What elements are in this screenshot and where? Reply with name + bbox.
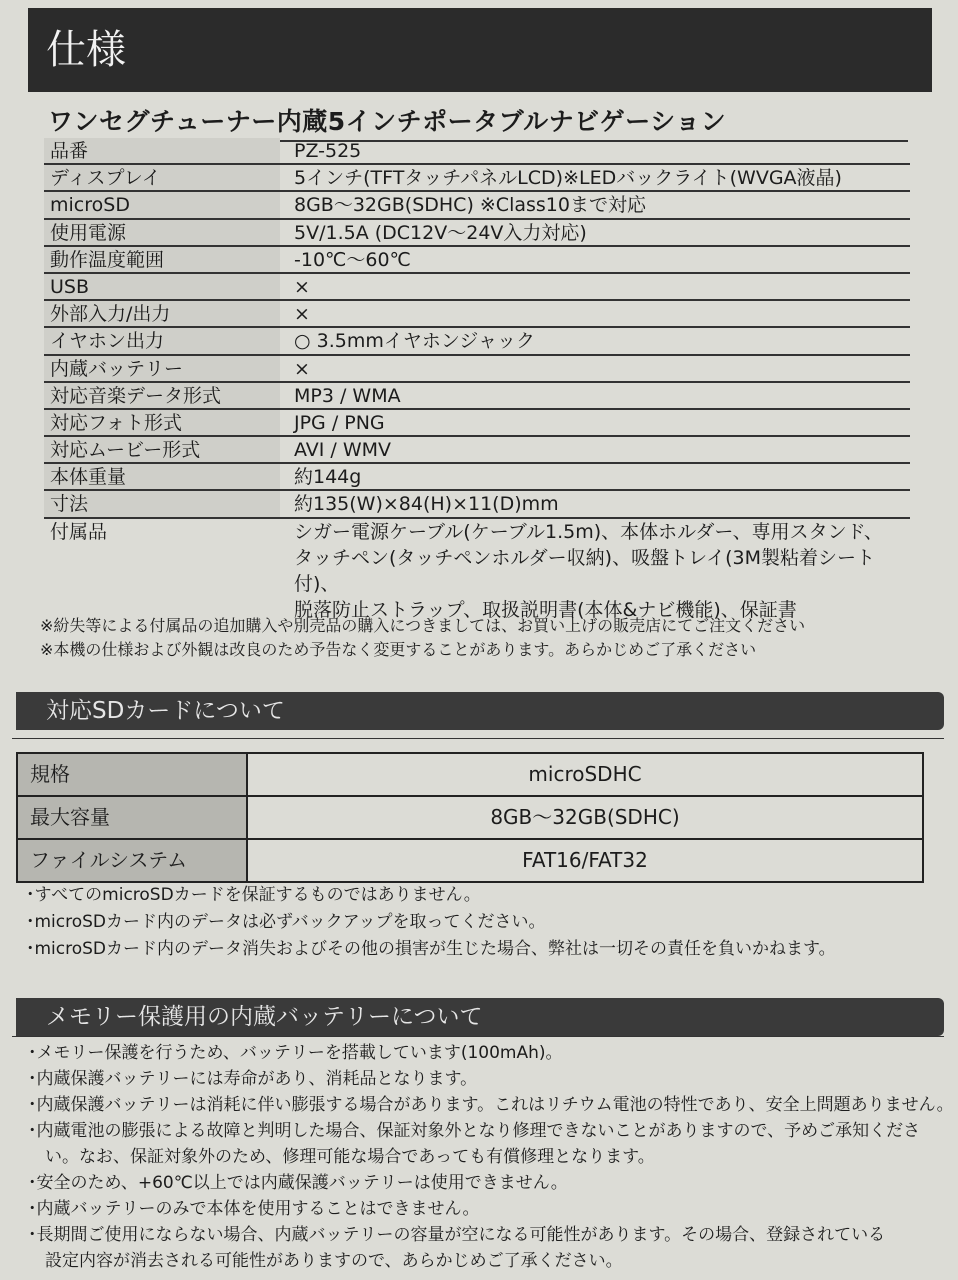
spec-label: USB	[44, 274, 280, 299]
spec-value: ×	[294, 357, 310, 380]
accessory-line: 脱落防止ストラップ、取扱説明書(本体&ナビ機能)、保証書	[294, 598, 797, 621]
note-line: ･メモリー保護を行うため、バッテリーを搭載しています(100mAh)。	[28, 1043, 563, 1063]
spec-label: イヤホン出力	[44, 328, 280, 353]
note-line: ･安全のため、+60℃以上では内蔵保護バッテリーは使用できません。	[28, 1173, 568, 1193]
spec-value: AVI / WMV	[294, 439, 392, 462]
spec-value-accessories	[280, 519, 910, 623]
sd-label: 規格	[18, 754, 248, 795]
spec-label: microSD	[44, 192, 280, 217]
note-line: い。なお、保証対象外のため、修理可能な場合であっても有償修理となります。	[28, 1147, 655, 1167]
note-line: ･内蔵保護バッテリーは消耗に伴い膨張する場合があります。これはリチウム電池の特性であり、安全上問題ありません。	[28, 1095, 954, 1115]
spec-label: 使用電源	[44, 220, 280, 245]
spec-value: MP3 / WMA	[294, 384, 401, 407]
spec-value: 約135(W)×84(H)×11(D)mm	[294, 493, 559, 516]
spec-label: 内蔵バッテリー	[44, 356, 280, 381]
spec-label: 品番	[44, 138, 280, 163]
spec-row	[44, 138, 910, 165]
sd-row	[18, 754, 922, 797]
divider	[12, 738, 944, 739]
section-heading-sd: 対応SDカードについて	[16, 692, 944, 730]
spec-label: 対応音楽データ形式	[44, 383, 280, 408]
divider	[12, 1036, 944, 1037]
spec-row	[44, 192, 910, 219]
spec-value: PZ-525	[294, 140, 362, 162]
spec-label: 対応ムービー形式	[44, 437, 280, 462]
note-line: ※本機の仕様および外観は改良のため予告なく変更することがあります。あらかじめご了承ください	[40, 640, 757, 659]
accessory-line: タッチペン(タッチペンホルダー収納)、吸盤トレイ(3M製粘着シート付)、	[294, 546, 876, 595]
sd-row	[18, 840, 922, 881]
spec-row	[44, 274, 910, 301]
page-title: 仕様	[28, 8, 932, 92]
note-line: ･内蔵保護バッテリーには寿命があり、消耗品となります。	[28, 1069, 478, 1089]
spec-row	[44, 437, 910, 464]
product-title: ワンセグチューナー内蔵5インチポータブルナビゲーション	[48, 102, 908, 142]
note-line: ･microSDカード内のデータ消失およびその他の損害が生じた場合、弊社は一切その責任を負いかねます。	[26, 939, 836, 959]
battery-notes	[28, 1040, 954, 1274]
accessory-line: シガー電源ケーブル(ケーブル1.5m)、本体ホルダー、専用スタンド、	[294, 520, 883, 543]
note-line: ･すべてのmicroSDカードを保証するものではありません。	[26, 885, 481, 905]
spec-row	[44, 491, 910, 518]
spec-notes	[40, 614, 805, 662]
spec-label: 本体重量	[44, 464, 280, 489]
sd-notes	[26, 882, 836, 963]
spec-row	[44, 410, 910, 437]
spec-row	[44, 383, 910, 410]
spec-row	[44, 165, 910, 192]
spec-row-accessories	[44, 519, 910, 623]
spec-value: 約144g	[294, 466, 362, 489]
spec-row	[44, 247, 910, 274]
note-line: ･内蔵電池の膨張による故障と判明した場合、保証対象外となり修理できないことがありますので、予めご承知くださ	[28, 1121, 921, 1141]
spec-value: -10℃〜60℃	[294, 248, 411, 271]
sd-value: FAT16/FAT32	[522, 848, 648, 872]
spec-value: 8GB〜32GB(SDHC) ※Class10まで対応	[294, 194, 646, 217]
sd-label: ファイルシステム	[18, 840, 248, 881]
spec-value: 5インチ(TFTタッチパネルLCD)※LEDバックライト(WVGA液晶)	[294, 167, 842, 190]
sd-table	[16, 752, 924, 883]
spec-row	[44, 356, 910, 383]
spec-label: ディスプレイ	[44, 165, 280, 190]
spec-label: 付属品	[50, 520, 108, 543]
note-line: ※紛失等による付属品の追加購入や別売品の購入につきましては、お買い上げの販売店にてご注文ください	[40, 616, 806, 635]
note-line: ･長期間ご使用にならない場合、内蔵バッテリーの容量が空になる可能性があります。その場合、登録されている	[28, 1225, 886, 1245]
note-line: ･microSDカード内のデータは必ずバックアップを取ってください。	[26, 912, 546, 932]
spec-table	[44, 138, 910, 623]
spec-label: 動作温度範囲	[44, 247, 280, 272]
spec-value: ×	[294, 275, 310, 298]
spec-row	[44, 328, 910, 355]
spec-value: 5V/1.5A (DC12V〜24V入力対応)	[294, 221, 587, 244]
note-line: 設定内容が消去される可能性がありますので、あらかじめご了承ください。	[28, 1251, 623, 1271]
spec-row	[44, 220, 910, 247]
spec-value: ○ 3.5mmイヤホンジャック	[294, 330, 535, 353]
spec-value: JPG / PNG	[294, 411, 385, 434]
spec-row	[44, 301, 910, 328]
section-heading-battery: メモリー保護用の内蔵バッテリーについて	[16, 998, 944, 1036]
note-line: ･内蔵バッテリーのみで本体を使用することはできません。	[28, 1199, 480, 1219]
sd-row	[18, 797, 922, 840]
sd-label: 最大容量	[18, 797, 248, 838]
spec-label: 寸法	[44, 491, 280, 516]
sd-value: 8GB〜32GB(SDHC)	[490, 805, 680, 829]
spec-value: ×	[294, 303, 310, 326]
sd-value: microSDHC	[528, 762, 642, 786]
spec-label: 対応フォト形式	[44, 410, 280, 435]
spec-label: 外部入力/出力	[44, 301, 280, 326]
spec-row	[44, 464, 910, 491]
